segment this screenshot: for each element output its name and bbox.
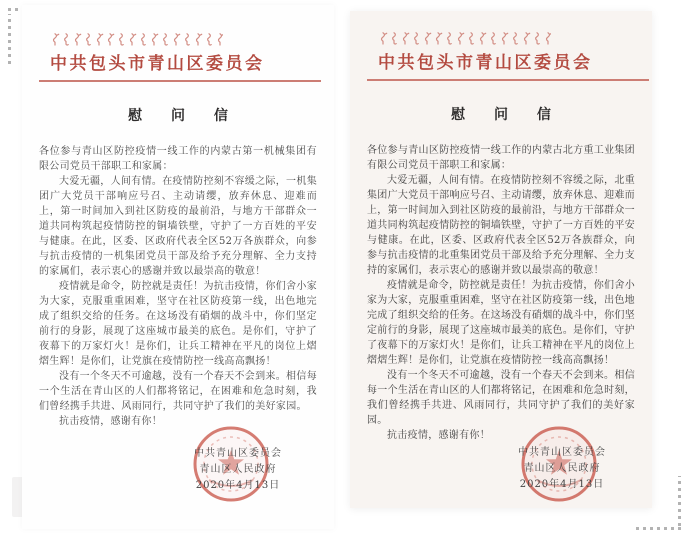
- paragraph: 疫情就是命令，防控就是责任！为抗击疫情，你们舍小家为大家，克服重重困难，坚守在社区防疫第一线，出色地完成了组织交给的任务。在这场没有硝烟的战斗中，你们坚定前行的身影，展现了这座城市最美的底色。是你们，守护了夜幕下的万家灯火！是你们，让兵工精神在平凡的岗位上熠熠生辉！是你们，让党旗在疫情防控一线高高飘扬！: [367, 280, 635, 366]
- salutation: 各位参与青山区防控疫情一线工作的内蒙古第一机械集团有限公司党员干部职工和家属：: [39, 146, 317, 172]
- signature-date: 2020年4月13日: [519, 479, 605, 490]
- signature-block: [194, 446, 282, 494]
- paragraph: 没有一个冬天不可逾越，没有一个春天不会到来。相信每一个生活在青山区的人们都将铭记，在困难和危急时刻，我们曾经携手共进、风雨同行，共同守护了我们的美好家园。: [367, 370, 635, 426]
- salutation: 各位参与青山区防控疫情一线工作的内蒙古北方重工业集团有限公司党员干部职工和家属：: [367, 145, 635, 171]
- mongolian-script-icon: [51, 31, 317, 44]
- letter-body: [367, 143, 635, 443]
- letter-title: 慰 问 信: [128, 108, 240, 124]
- paragraph: 大爱无疆，人间有情。在疫情防控刻不容缓之际，北重集团广大党员干部响应号召、主动请缨，放弃休息、迎难而上，第一时间加入到社区防疫的最前沿，与地方干部群众一道共同构筑起疫情防控的铜墙铁壁，守护了一方百姓的平安与健康。在此，区委、区政府代表全区52万各族群众，向参与抗击疫情的北重集团党员干部及给予充分理解、全力支持的家属们，表示衷心的感谢并致以最崇高的敬意！: [367, 175, 635, 276]
- letterhead-rule: [39, 80, 321, 82]
- letter-content: [22, 5, 334, 491]
- corner-dash-top-left-vertical: [8, 14, 11, 64]
- signature-org-government: 青山区人民政府: [199, 464, 277, 475]
- letter-page-right: [350, 11, 652, 508]
- paragraph: 疫情就是命令，防控就是责任！为抗击疫情，你们舍小家为大家，克服重重困难，坚守在社区防疫第一线，出色地完成了组织交给的任务。在这场没有硝烟的战斗中，你们坚定前行的身影，展现了这座城市最美的底色。是你们，守护了夜幕下的万家灯火！是你们，让兵工精神在平凡的岗位上熠熠生辉！是你们，让党旗在疫情防控一线高高飘扬！: [39, 281, 317, 367]
- corner-dash-bottom-right-horizontal: [636, 527, 682, 530]
- letter-page-left: [22, 5, 334, 529]
- closing-line: 抗击疫情，感谢有你！: [387, 430, 490, 441]
- letterhead-rule: [367, 79, 649, 81]
- signature-org-party: 中共青山区委员会: [518, 447, 606, 458]
- letter-content: [350, 11, 652, 490]
- letter-title: 慰 问 信: [451, 107, 563, 123]
- signature-org-government: 青山区人民政府: [523, 463, 601, 474]
- letterhead-org-name: 中共包头市青山区委员会: [378, 53, 593, 73]
- letter-body: [39, 144, 317, 429]
- signature-block: [518, 445, 606, 493]
- paragraph: 没有一个冬天不可逾越，没有一个春天不会到来。相信每一个生活在青山区的人们都将铭记，在困难和危急时刻，我们曾经携手共进、风雨同行，共同守护了我们的美好家园。: [39, 371, 317, 412]
- signature-org-party: 中共青山区委员会: [194, 448, 282, 459]
- corner-dash-bottom-right-vertical: [678, 476, 681, 526]
- paragraph: 大爱无疆，人间有情。在疫情防控刻不容缓之际，一机集团广大党员干部响应号召、主动请缨，放弃休息、迎难而上，第一时间加入到社区防疫的最前沿，与地方干部群众一道共同构筑起疫情防控的铜墙铁壁，守护了一方百姓的平安与健康。在此，区委、区政府代表全区52万各族群众，向参与抗击疫情的一机集团党员干部及给予充分理解、全力支持的家属们，表示衷心的感谢并致以最崇高的敬意！: [39, 176, 317, 277]
- mongolian-script-icon: [379, 30, 635, 43]
- letterhead-org-name: 中共包头市青山区委员会: [50, 54, 265, 74]
- signature-date: 2020年4月13日: [195, 480, 281, 491]
- closing-line: 抗击疫情，感谢有你！: [59, 416, 162, 427]
